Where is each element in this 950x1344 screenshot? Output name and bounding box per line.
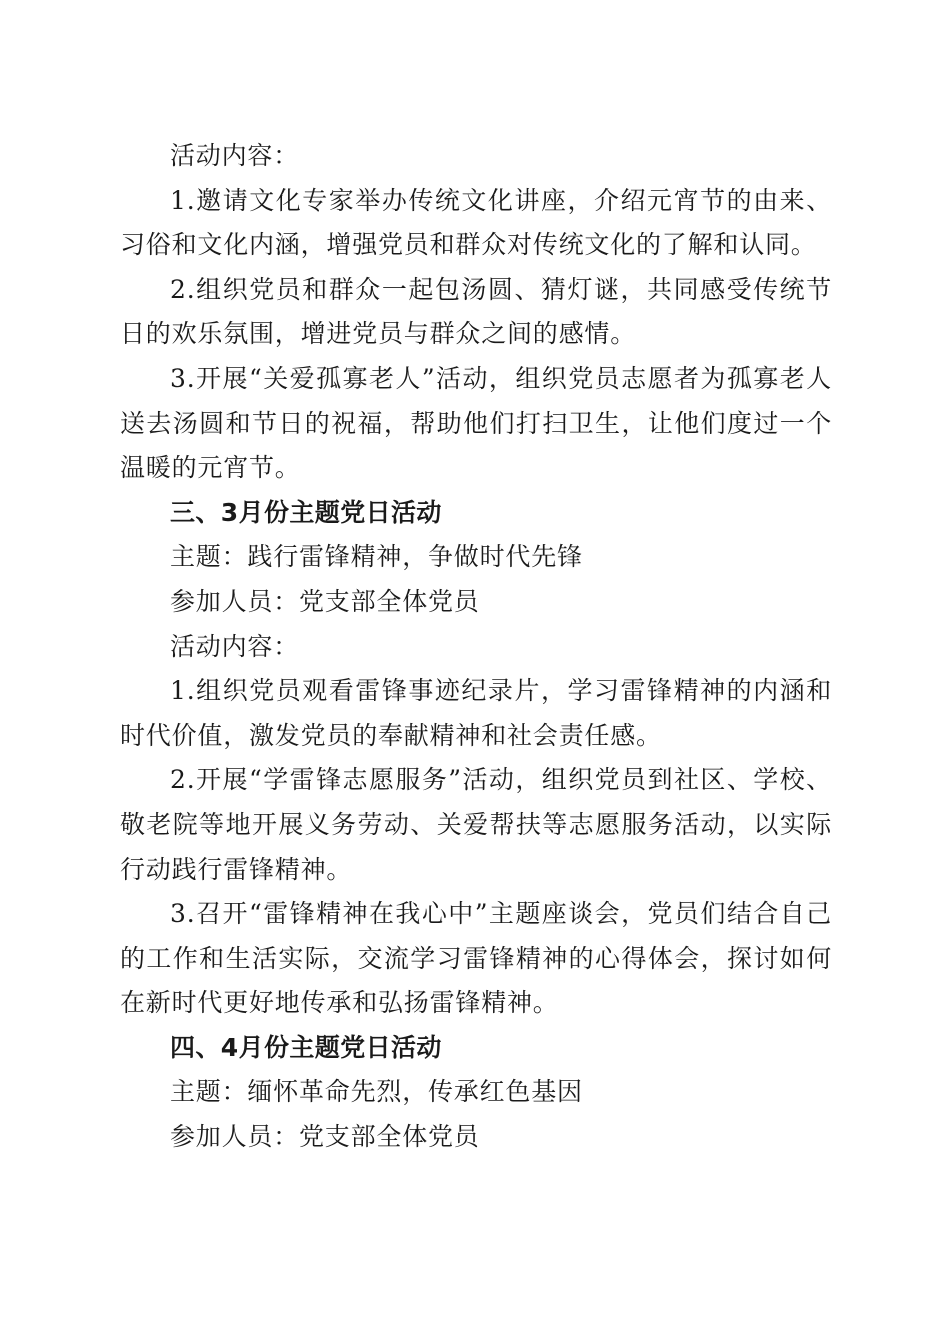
section-3-heading: 三、3月份主题党日活动 — [170, 497, 442, 527]
section-3-item-2: 2.开展“学雷锋志愿服务”活动，组织党员到社区、学校、敬老院等地开展义务劳动、关爱帮扶等志愿服务活动，以实际行动践行雷锋精神。 — [120, 765, 832, 884]
section-3-item-3: 3.召开“雷锋精神在我心中”主题座谈会，党员们结合自己的工作和生活实际，交流学习雷锋精神的心得体会，探讨如何在新时代更好地传承和弘扬雷锋精神。 — [120, 899, 832, 1018]
document-body — [120, 134, 832, 1160]
activity-content-label: 活动内容： — [170, 141, 300, 170]
section-3-participants: 参加人员：党支部全体党员 — [170, 586, 480, 616]
activity-item-2: 2.组织党员和群众一起包汤圆、猜灯谜，共同感受传统节日的欢乐氛围，增进党员与群众之间的感情。 — [120, 274, 832, 349]
activity-item-1: 1.邀请文化专家举办传统文化讲座，介绍元宵节的由来、习俗和文化内涵，增强党员和群众对传统文化的了解和认同。 — [120, 185, 832, 260]
section-3-item-1: 1.组织党员观看雷锋事迹纪录片，学习雷锋精神的内涵和时代价值，激发党员的奉献精神和社会责任感。 — [120, 676, 832, 750]
section-4-theme: 主题：缅怀革命先烈，传承红色基因 — [170, 1077, 583, 1107]
activity-item-3: 3.开展“关爱孤寡老人”活动，组织党员志愿者为孤寡老人送去汤圆和节日的祝福，帮助他们打扫卫生，让他们度过一个温暖的元宵节。 — [120, 363, 832, 483]
section-3-theme: 主题：践行雷锋精神，争做时代先锋 — [170, 542, 583, 572]
section-4-participants: 参加人员：党支部全体党员 — [170, 1122, 480, 1152]
section-4-heading: 四、4月份主题党日活动 — [170, 1032, 442, 1062]
section-3-activity-content-label: 活动内容： — [170, 631, 300, 661]
